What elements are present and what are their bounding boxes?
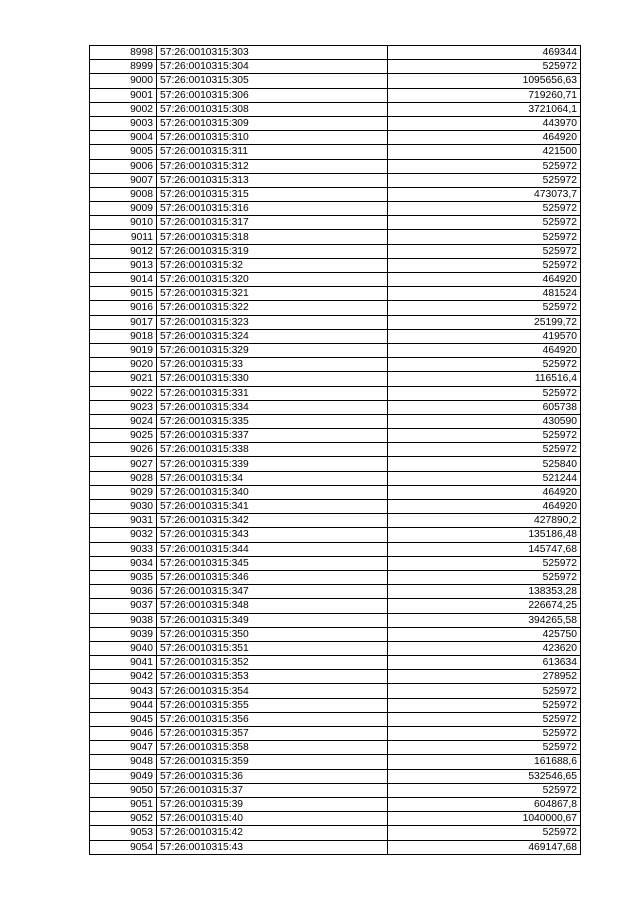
row-number-cell: 9053 (90, 826, 157, 840)
row-number-cell: 9031 (90, 514, 157, 528)
cadastral-number-cell: 57:26:0010315:330 (157, 372, 388, 386)
table-row (90, 698, 581, 712)
table-row (90, 386, 581, 400)
value-cell: 719260,71 (388, 88, 581, 102)
value-cell: 525972 (388, 202, 581, 216)
row-number-cell: 9011 (90, 230, 157, 244)
cadastral-number-cell: 57:26:0010315:349 (157, 613, 388, 627)
table-row (90, 556, 581, 570)
row-number-cell: 9032 (90, 528, 157, 542)
table-row (90, 429, 581, 443)
cadastral-number-cell: 57:26:0010315:334 (157, 400, 388, 414)
table-row (90, 102, 581, 116)
table-row (90, 812, 581, 826)
table-row (90, 840, 581, 854)
value-cell: 135186,48 (388, 528, 581, 542)
table-row (90, 244, 581, 258)
table-row (90, 670, 581, 684)
table-row (90, 514, 581, 528)
cadastral-number-cell: 57:26:0010315:319 (157, 244, 388, 258)
table-row (90, 202, 581, 216)
value-cell: 532546,65 (388, 769, 581, 783)
cadastral-number-cell: 57:26:0010315:43 (157, 840, 388, 854)
cadastral-number-cell: 57:26:0010315:348 (157, 599, 388, 613)
row-number-cell: 9015 (90, 287, 157, 301)
value-cell: 613634 (388, 656, 581, 670)
table-body (90, 46, 581, 855)
row-number-cell: 9030 (90, 500, 157, 514)
value-cell: 419570 (388, 329, 581, 343)
value-cell: 421500 (388, 145, 581, 159)
table-row (90, 230, 581, 244)
cadastral-number-cell: 57:26:0010315:338 (157, 443, 388, 457)
row-number-cell: 9008 (90, 187, 157, 201)
table-row (90, 187, 581, 201)
value-cell: 443970 (388, 116, 581, 130)
table-row (90, 216, 581, 230)
table-row (90, 46, 581, 60)
value-cell: 464920 (388, 500, 581, 514)
cadastral-number-cell: 57:26:0010315:308 (157, 102, 388, 116)
value-cell: 427890,2 (388, 514, 581, 528)
row-number-cell: 9025 (90, 429, 157, 443)
value-cell: 525972 (388, 570, 581, 584)
row-number-cell: 9027 (90, 457, 157, 471)
value-cell: 464920 (388, 485, 581, 499)
table-row (90, 258, 581, 272)
value-cell: 423620 (388, 641, 581, 655)
row-number-cell: 9039 (90, 627, 157, 641)
row-number-cell: 9054 (90, 840, 157, 854)
cadastral-number-cell: 57:26:0010315:32 (157, 258, 388, 272)
cadastral-number-cell: 57:26:0010315:343 (157, 528, 388, 542)
value-cell: 525972 (388, 712, 581, 726)
cadastral-number-cell: 57:26:0010315:359 (157, 755, 388, 769)
cadastral-number-cell: 57:26:0010315:317 (157, 216, 388, 230)
row-number-cell: 9009 (90, 202, 157, 216)
value-cell: 525972 (388, 301, 581, 315)
value-cell: 525972 (388, 216, 581, 230)
row-number-cell: 9006 (90, 159, 157, 173)
value-cell: 525972 (388, 386, 581, 400)
value-cell: 525972 (388, 783, 581, 797)
table-row (90, 443, 581, 457)
table-row (90, 656, 581, 670)
row-number-cell: 9041 (90, 656, 157, 670)
table-row (90, 60, 581, 74)
table-row (90, 159, 581, 173)
cadastral-number-cell: 57:26:0010315:357 (157, 727, 388, 741)
cadastral-number-cell: 57:26:0010315:341 (157, 500, 388, 514)
table-row (90, 528, 581, 542)
table-row (90, 684, 581, 698)
row-number-cell: 9029 (90, 485, 157, 499)
value-cell: 464920 (388, 273, 581, 287)
cadastral-number-cell: 57:26:0010315:310 (157, 131, 388, 145)
table-row (90, 712, 581, 726)
cadastral-number-cell: 57:26:0010315:42 (157, 826, 388, 840)
cadastral-number-cell: 57:26:0010315:305 (157, 74, 388, 88)
cadastral-number-cell: 57:26:0010315:352 (157, 656, 388, 670)
row-number-cell: 9007 (90, 173, 157, 187)
row-number-cell: 9028 (90, 471, 157, 485)
cadastral-number-cell: 57:26:0010315:37 (157, 783, 388, 797)
value-cell: 525972 (388, 244, 581, 258)
table-row (90, 769, 581, 783)
cadastral-number-cell: 57:26:0010315:36 (157, 769, 388, 783)
table-row (90, 599, 581, 613)
cadastral-number-cell: 57:26:0010315:340 (157, 485, 388, 499)
table-row (90, 585, 581, 599)
value-cell: 525972 (388, 429, 581, 443)
row-number-cell: 9019 (90, 343, 157, 357)
table-row (90, 372, 581, 386)
cadastral-number-cell: 57:26:0010315:324 (157, 329, 388, 343)
value-cell: 525972 (388, 698, 581, 712)
cadastral-number-cell: 57:26:0010315:304 (157, 60, 388, 74)
row-number-cell: 9045 (90, 712, 157, 726)
cadastral-number-cell: 57:26:0010315:311 (157, 145, 388, 159)
cadastral-number-cell: 57:26:0010315:323 (157, 315, 388, 329)
row-number-cell: 9046 (90, 727, 157, 741)
value-cell: 604867,8 (388, 797, 581, 811)
row-number-cell: 9018 (90, 329, 157, 343)
table-row (90, 783, 581, 797)
cadastral-number-cell: 57:26:0010315:347 (157, 585, 388, 599)
table-row (90, 797, 581, 811)
table-row (90, 273, 581, 287)
row-number-cell: 9035 (90, 570, 157, 584)
table-row (90, 613, 581, 627)
row-number-cell: 9050 (90, 783, 157, 797)
row-number-cell: 9005 (90, 145, 157, 159)
value-cell: 481524 (388, 287, 581, 301)
value-cell: 1095656,63 (388, 74, 581, 88)
value-cell: 464920 (388, 131, 581, 145)
row-number-cell: 9014 (90, 273, 157, 287)
value-cell: 469344 (388, 46, 581, 60)
cadastral-number-cell: 57:26:0010315:315 (157, 187, 388, 201)
cadastral-number-cell: 57:26:0010315:322 (157, 301, 388, 315)
row-number-cell: 9013 (90, 258, 157, 272)
cadastral-number-cell: 57:26:0010315:354 (157, 684, 388, 698)
value-cell: 605738 (388, 400, 581, 414)
table-row (90, 471, 581, 485)
cadastral-number-cell: 57:26:0010315:355 (157, 698, 388, 712)
row-number-cell: 9034 (90, 556, 157, 570)
value-cell: 464920 (388, 343, 581, 357)
row-number-cell: 9010 (90, 216, 157, 230)
table-row (90, 343, 581, 357)
table-row (90, 145, 581, 159)
value-cell: 394265,58 (388, 613, 581, 627)
cadastral-number-cell: 57:26:0010315:353 (157, 670, 388, 684)
value-cell: 525972 (388, 556, 581, 570)
cadastral-number-cell: 57:26:0010315:39 (157, 797, 388, 811)
cadastral-value-table (89, 45, 581, 855)
row-number-cell: 9004 (90, 131, 157, 145)
cadastral-number-cell: 57:26:0010315:342 (157, 514, 388, 528)
value-cell: 425750 (388, 627, 581, 641)
cadastral-number-cell: 57:26:0010315:33 (157, 358, 388, 372)
table-row (90, 627, 581, 641)
cadastral-number-cell: 57:26:0010315:346 (157, 570, 388, 584)
value-cell: 525972 (388, 159, 581, 173)
cadastral-number-cell: 57:26:0010315:312 (157, 159, 388, 173)
row-number-cell: 9012 (90, 244, 157, 258)
value-cell: 525972 (388, 443, 581, 457)
row-number-cell: 9017 (90, 315, 157, 329)
cadastral-number-cell: 57:26:0010315:351 (157, 641, 388, 655)
row-number-cell: 9026 (90, 443, 157, 457)
row-number-cell: 9000 (90, 74, 157, 88)
cadastral-number-cell: 57:26:0010315:313 (157, 173, 388, 187)
cadastral-number-cell: 57:26:0010315:34 (157, 471, 388, 485)
value-cell: 1040000,67 (388, 812, 581, 826)
cadastral-number-cell: 57:26:0010315:358 (157, 741, 388, 755)
table-row (90, 329, 581, 343)
row-number-cell: 9002 (90, 102, 157, 116)
row-number-cell: 9023 (90, 400, 157, 414)
table-row (90, 741, 581, 755)
table-row (90, 500, 581, 514)
value-cell: 226674,25 (388, 599, 581, 613)
value-cell: 3721064,1 (388, 102, 581, 116)
cadastral-number-cell: 57:26:0010315:344 (157, 542, 388, 556)
value-cell: 525840 (388, 457, 581, 471)
table-row (90, 727, 581, 741)
value-cell: 525972 (388, 230, 581, 244)
value-cell: 525972 (388, 358, 581, 372)
cadastral-number-cell: 57:26:0010315:337 (157, 429, 388, 443)
row-number-cell: 9001 (90, 88, 157, 102)
cadastral-number-cell: 57:26:0010315:321 (157, 287, 388, 301)
table-row (90, 826, 581, 840)
row-number-cell: 9021 (90, 372, 157, 386)
row-number-cell: 9003 (90, 116, 157, 130)
row-number-cell: 8998 (90, 46, 157, 60)
table-row (90, 358, 581, 372)
row-number-cell: 9047 (90, 741, 157, 755)
value-cell: 525972 (388, 173, 581, 187)
table-row (90, 485, 581, 499)
cadastral-number-cell: 57:26:0010315:320 (157, 273, 388, 287)
table-row (90, 641, 581, 655)
table-row (90, 88, 581, 102)
table-row (90, 74, 581, 88)
row-number-cell: 9040 (90, 641, 157, 655)
cadastral-number-cell: 57:26:0010315:303 (157, 46, 388, 60)
cadastral-number-cell: 57:26:0010315:318 (157, 230, 388, 244)
table-row (90, 400, 581, 414)
value-cell: 525972 (388, 741, 581, 755)
cadastral-number-cell: 57:26:0010315:356 (157, 712, 388, 726)
cadastral-number-cell: 57:26:0010315:331 (157, 386, 388, 400)
cadastral-number-cell: 57:26:0010315:335 (157, 414, 388, 428)
value-cell: 473073,7 (388, 187, 581, 201)
cadastral-number-cell: 57:26:0010315:309 (157, 116, 388, 130)
cadastral-number-cell: 57:26:0010315:316 (157, 202, 388, 216)
value-cell: 278952 (388, 670, 581, 684)
row-number-cell: 8999 (90, 60, 157, 74)
cadastral-number-cell: 57:26:0010315:40 (157, 812, 388, 826)
row-number-cell: 9048 (90, 755, 157, 769)
cadastral-number-cell: 57:26:0010315:306 (157, 88, 388, 102)
table-row (90, 131, 581, 145)
row-number-cell: 9051 (90, 797, 157, 811)
value-cell: 430590 (388, 414, 581, 428)
value-cell: 521244 (388, 471, 581, 485)
value-cell: 525972 (388, 684, 581, 698)
row-number-cell: 9033 (90, 542, 157, 556)
cadastral-number-cell: 57:26:0010315:345 (157, 556, 388, 570)
table-row (90, 542, 581, 556)
table-row (90, 570, 581, 584)
row-number-cell: 9043 (90, 684, 157, 698)
table-row (90, 116, 581, 130)
row-number-cell: 9042 (90, 670, 157, 684)
value-cell: 469147,68 (388, 840, 581, 854)
value-cell: 525972 (388, 727, 581, 741)
table-row (90, 414, 581, 428)
value-cell: 525972 (388, 60, 581, 74)
row-number-cell: 9037 (90, 599, 157, 613)
row-number-cell: 9016 (90, 301, 157, 315)
row-number-cell: 9020 (90, 358, 157, 372)
value-cell: 116516,4 (388, 372, 581, 386)
value-cell: 161688,6 (388, 755, 581, 769)
cadastral-number-cell: 57:26:0010315:339 (157, 457, 388, 471)
value-cell: 138353,28 (388, 585, 581, 599)
table-row (90, 755, 581, 769)
row-number-cell: 9044 (90, 698, 157, 712)
table-row (90, 173, 581, 187)
cadastral-number-cell: 57:26:0010315:350 (157, 627, 388, 641)
row-number-cell: 9052 (90, 812, 157, 826)
value-cell: 525972 (388, 826, 581, 840)
table-row (90, 301, 581, 315)
row-number-cell: 9024 (90, 414, 157, 428)
row-number-cell: 9036 (90, 585, 157, 599)
value-cell: 525972 (388, 258, 581, 272)
row-number-cell: 9038 (90, 613, 157, 627)
cadastral-number-cell: 57:26:0010315:329 (157, 343, 388, 357)
table-row (90, 287, 581, 301)
table-row (90, 457, 581, 471)
value-cell: 25199,72 (388, 315, 581, 329)
table-row (90, 315, 581, 329)
row-number-cell: 9049 (90, 769, 157, 783)
value-cell: 145747,68 (388, 542, 581, 556)
row-number-cell: 9022 (90, 386, 157, 400)
